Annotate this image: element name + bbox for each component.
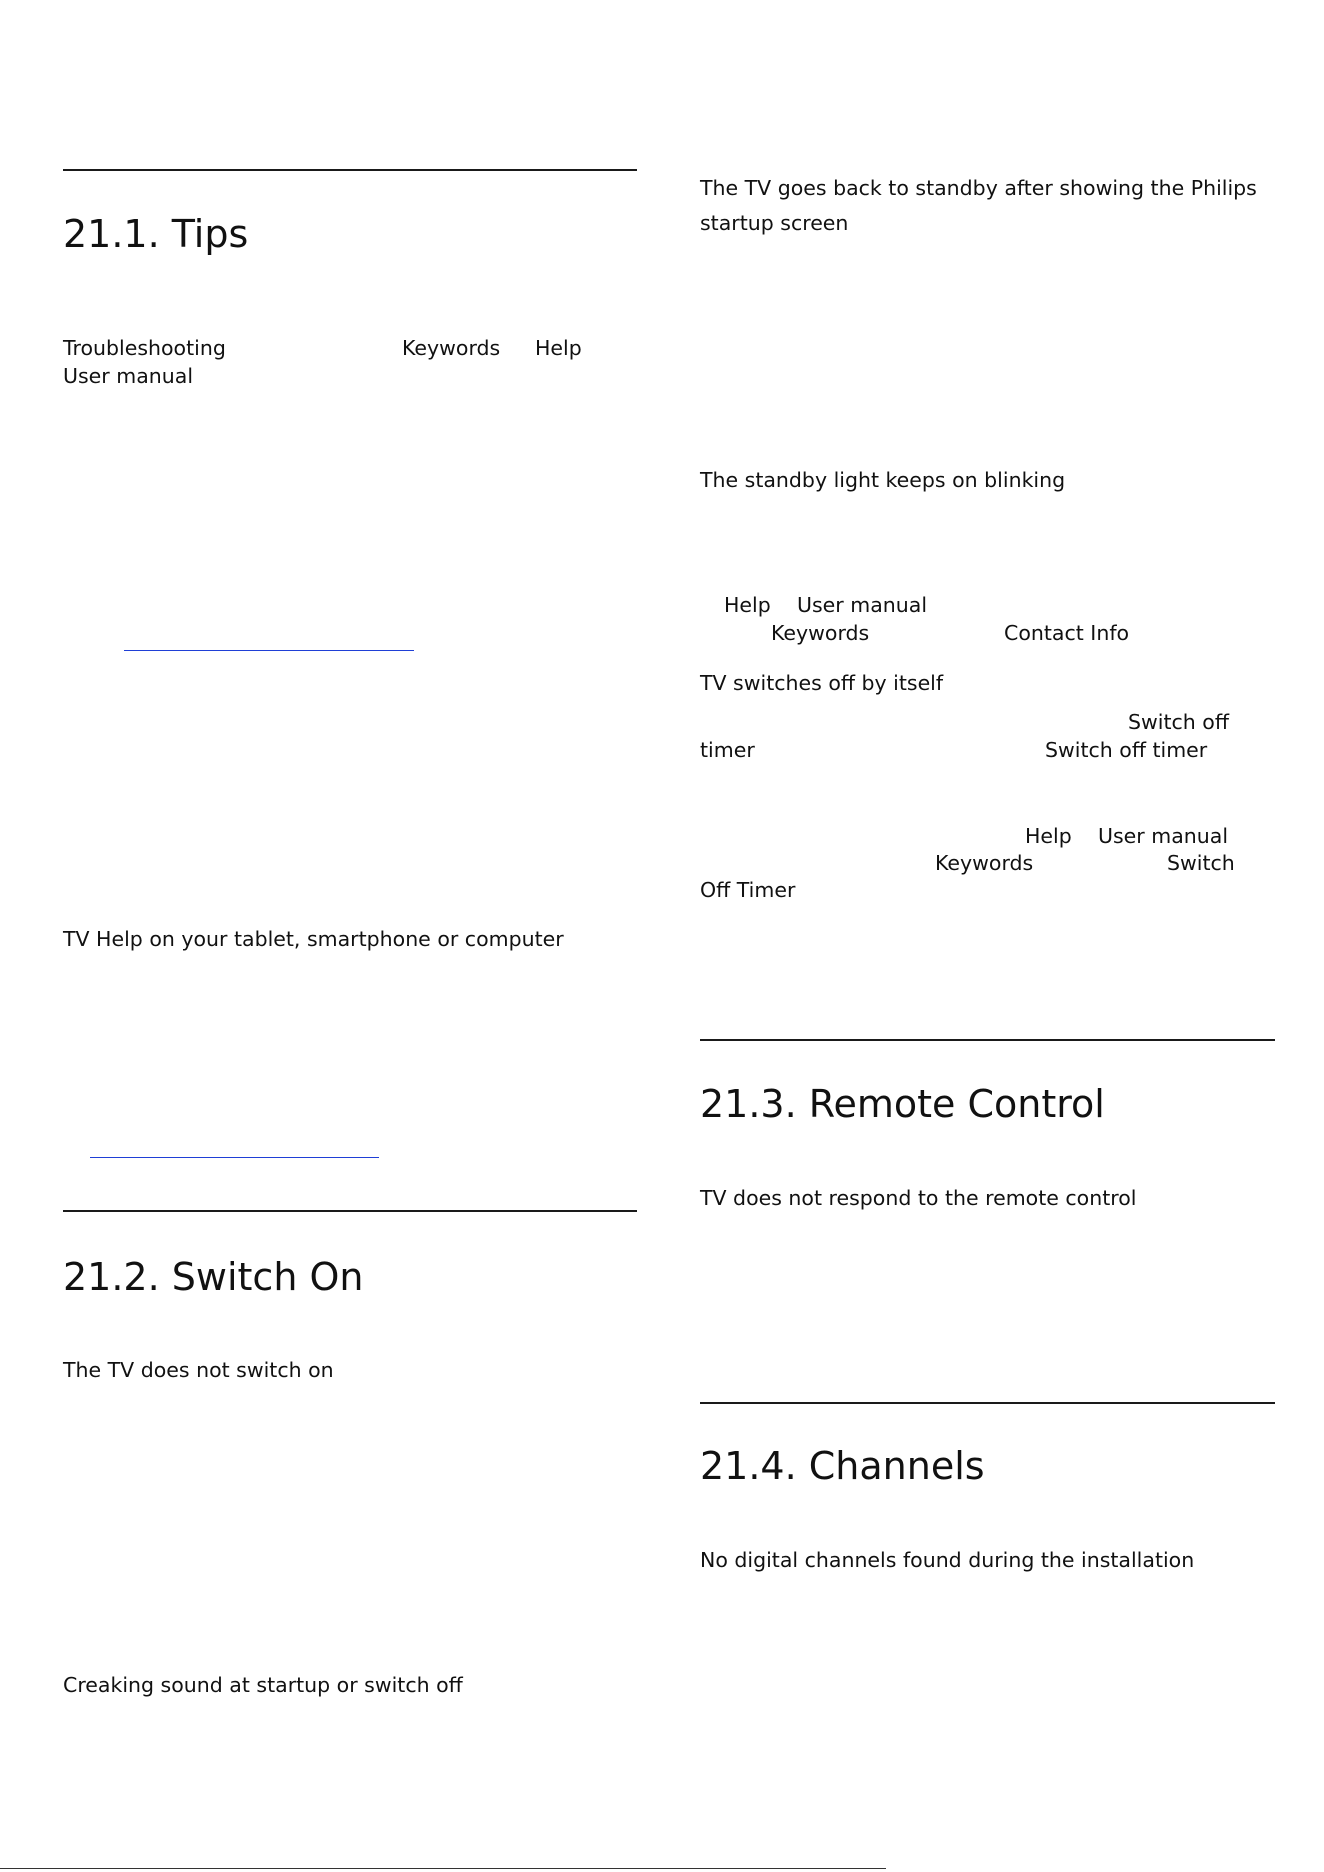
keyword-help: Help — [535, 336, 582, 360]
section-rule-remote-control — [700, 1039, 1275, 1041]
question-standby-blinking: The standby light keeps on blinking — [700, 468, 1066, 492]
question-no-digital-channels: No digital channels found during the installation — [700, 1548, 1195, 1572]
question-tv-not-switch-on: The TV does not switch on — [63, 1358, 334, 1382]
section-rule-tips — [63, 169, 637, 171]
heading-remote-control: 21.3. Remote Control — [700, 1082, 1105, 1126]
keyword-help: Help — [724, 593, 771, 617]
heading-channels: 21.4. Channels — [700, 1444, 985, 1488]
keyword-help: Help — [1025, 824, 1072, 848]
keyword-troubleshooting: Troubleshooting — [63, 336, 226, 360]
hyperlink-underline[interactable] — [124, 650, 414, 651]
section-rule-channels — [700, 1402, 1275, 1404]
keyword-switch: Switch — [1167, 851, 1235, 875]
section-rule-switch-on — [63, 1210, 637, 1212]
keyword-timer: timer — [700, 738, 755, 762]
heading-tips: 21.1. Tips — [63, 212, 249, 256]
keyword-off-timer: Off Timer — [700, 878, 796, 902]
keyword-keywords: Keywords — [935, 851, 1034, 875]
keyword-switch-off: Switch off — [1128, 710, 1229, 734]
keyword-keywords: Keywords — [771, 621, 870, 645]
heading-switch-on: 21.2. Switch On — [63, 1255, 364, 1299]
question-standby-after-startup: The TV goes back to standby after showing the Philips — [700, 176, 1257, 200]
tv-help-heading: TV Help on your tablet, smartphone or computer — [63, 927, 564, 951]
question-standby-after-startup-cont: startup screen — [700, 211, 849, 235]
keyword-user-manual: User manual — [797, 593, 928, 617]
question-tv-switches-off: TV switches off by itself — [700, 671, 944, 695]
keyword-user-manual: User manual — [63, 364, 194, 388]
footer-rule — [0, 1868, 886, 1869]
keyword-contact-info: Contact Info — [1004, 621, 1130, 645]
question-creaking-sound: Creaking sound at startup or switch off — [63, 1673, 463, 1697]
keyword-keywords: Keywords — [402, 336, 501, 360]
keyword-switch-off-timer: Switch off timer — [1045, 738, 1208, 762]
question-remote-no-response: TV does not respond to the remote control — [700, 1186, 1137, 1210]
keyword-user-manual: User manual — [1098, 824, 1229, 848]
hyperlink-underline[interactable] — [90, 1157, 379, 1158]
